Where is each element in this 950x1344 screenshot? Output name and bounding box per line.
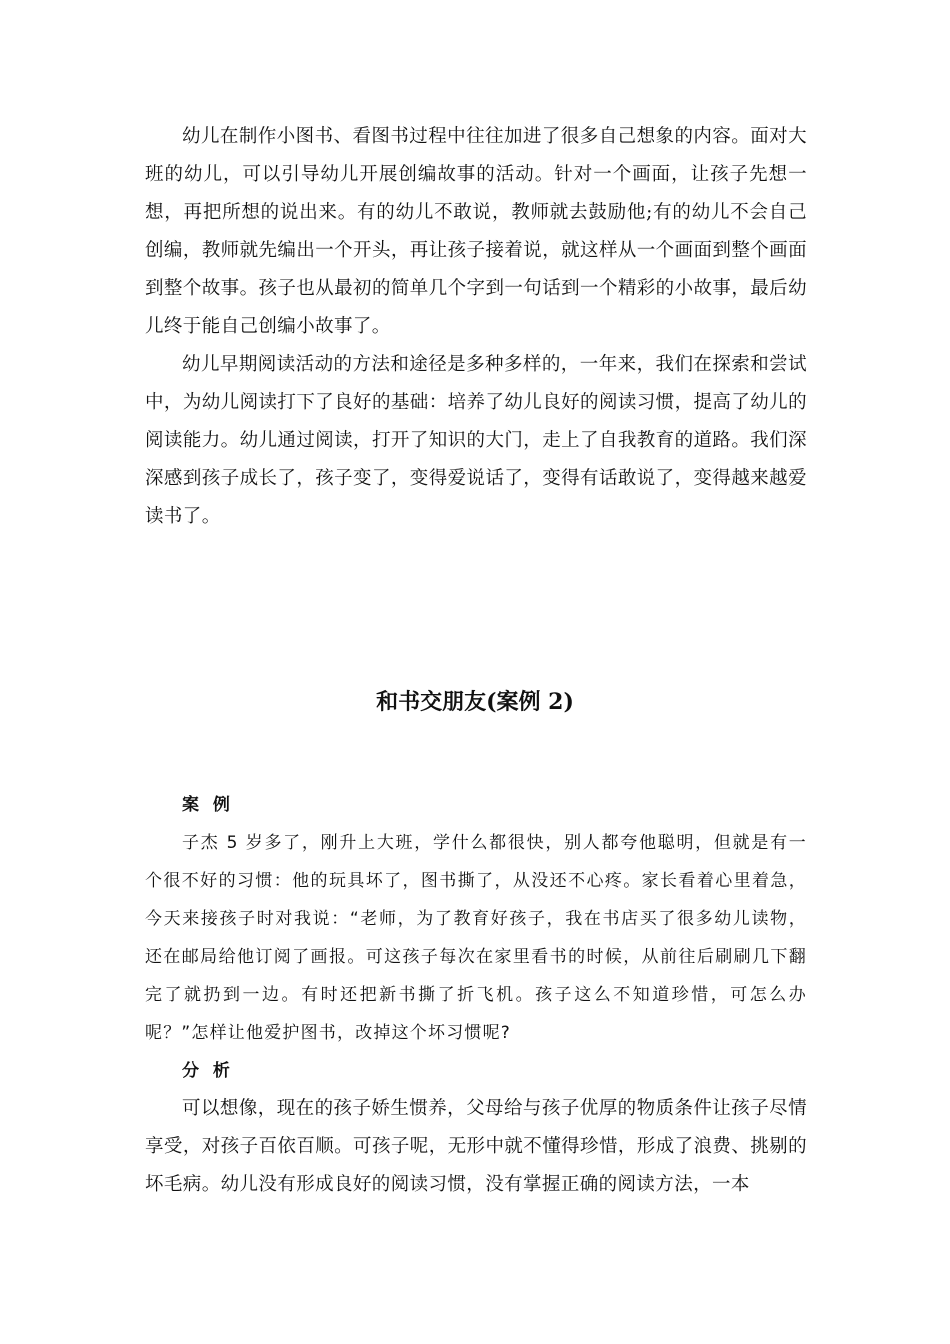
analysis-heading: 分 析	[182, 1061, 234, 1081]
intro-paragraph-2: 幼儿早期阅读活动的方法和途径是多种多样的，一年来，我们在探索和尝试中，为幼儿阅读打下了良好的基础：培养了幼儿良好的阅读习惯，提高了幼儿的阅读能力。幼儿通过阅读，打开了知识的大门，走上了自我教育的道路。我们深深感到孩子成长了，孩子变了，变得爱说话了，变得有话敢说了，变得越来越爱读书了。	[145, 354, 807, 527]
intro-section	[145, 118, 807, 536]
case-paragraph: 子杰 5 岁多了，刚升上大班，学什么都很快，别人都夸他聪明，但就是有一个很不好的习惯：他的玩具坏了，图书撕了，从没还不心疼。家长看着心里着急，今天来接孩子时对我说：“老师，为了教育好孩子，我在书店买了很多幼儿读物，还在邮局给他订阅了画报。可这孩子每次在家里看书的时候，从前往后刷刷几下翻完了就扔到一边。有时还把新书撕了折飞机。孩子这么不知道珍惜，可怎么办呢？”怎样让他爱护图书，改掉这个坏习惯呢?	[145, 833, 807, 1043]
section-title: 和书交朋友(案例 2)	[376, 689, 574, 715]
case-heading: 案 例	[182, 795, 234, 815]
intro-paragraph-1: 幼儿在制作小图书、看图书过程中往往加进了很多自己想象的内容。面对大班的幼儿，可以引导幼儿开展创编故事的活动。针对一个画面，让孩子先想一想，再把所想的说出来。有的幼儿不敢说，教师就去鼓励他;有的幼儿不会自己创编，教师就先编出一个开头，再让孩子接着说，就这样从一个画面到整个画面到整个故事。孩子也从最初的简单几个字到一句话到一个精彩的小故事，最后幼儿终于能自己创编小故事了。	[145, 126, 807, 337]
case-section	[145, 786, 807, 1204]
analysis-paragraph: 可以想像，现在的孩子娇生惯养，父母给与孩子优厚的物质条件让孩子尽情享受，对孩子百依百顺。可孩子呢，无形中就不懂得珍惜，形成了浪费、挑剔的坏毛病。幼儿没有形成良好的阅读习惯，没有掌握正确的阅读方法，一本	[145, 1098, 807, 1195]
